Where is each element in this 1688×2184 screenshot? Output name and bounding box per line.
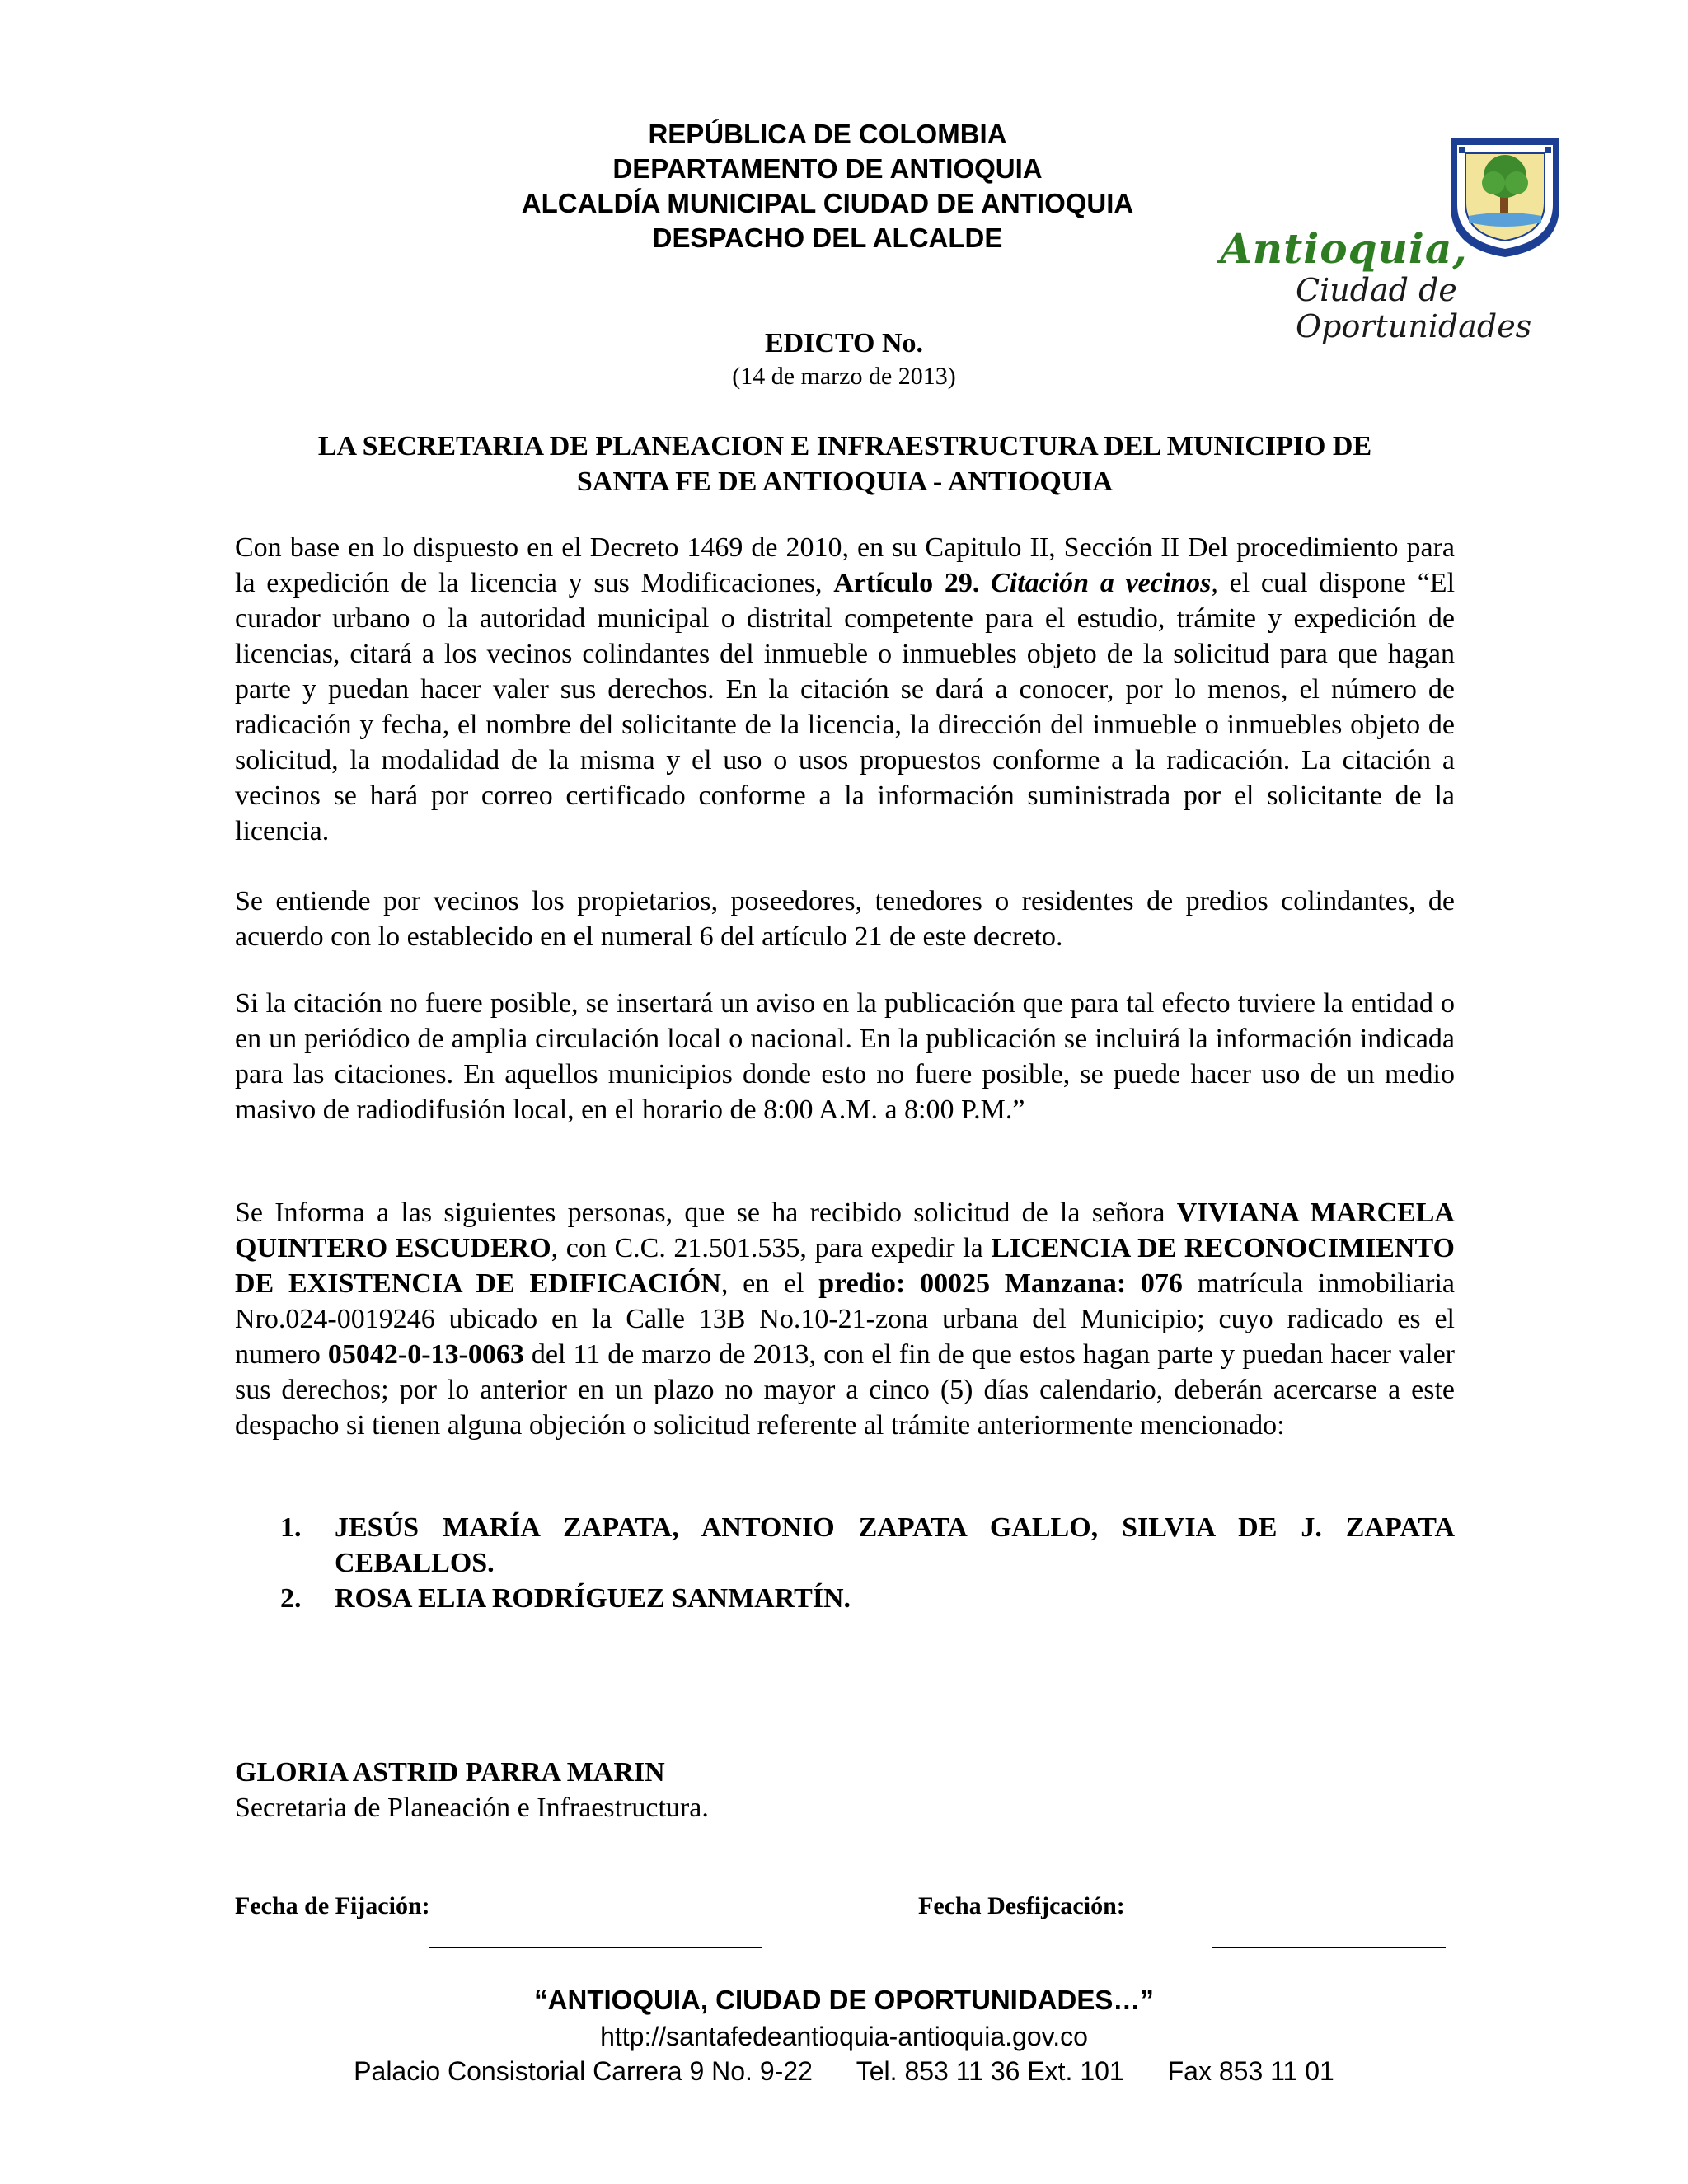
fixation-date-label: Fecha de Fijación: [235,1892,430,1919]
section-title-line1: LA SECRETARIA DE PLANEACION E INFRAESTRUCTURA DEL MUNICIPIO DE [317,431,1372,462]
signatory-role: Secretaria de Planeación e Infraestructura. [235,1793,709,1823]
p4-text-g: matrícula inmobiliaria Nro.024-0019246 ubicado en la Calle 13B No.10-21-zona urbana del Municipio; cuyo radicado es el numero [235,1268,1455,1370]
footer-contact [0,2056,1688,2087]
p1-text-f: el cual dispone “El curador urbano o la autoridad municipal o distrital competente para el estudio, trámite y expedición de licencias, citará a los vecinos colindantes del inmueble o inmuebles objeto de la solicitud para que hagan parte y puedan hacer valer sus derechos. En la citación se dará a conocer, por lo menos, el número de radicación y fecha, el nombre del solicitante de la licencia, la dirección del inmueble o inmuebles objeto de solicitud, la modalidad de la misma y el uso o usos propuestos conforme a la radicación. La citación a vecinos se hará por correo certificado conforme a la información suministrada por el solicitante de la licencia. [235,568,1456,846]
list-item-number: 1. [280,1512,302,1543]
list-item-text: ROSA ELIA RODRÍGUEZ SANMARTÍN. [335,1583,851,1614]
footer-phone: Tel. 853 11 36 Ext. 101 [856,2056,1124,2086]
section-title-line2: SANTA FE DE ANTIOQUIA - ANTIOQUIA [576,466,1114,497]
paragraph-request-info [235,1195,1455,1443]
footer-address: Palacio Consistorial Carrera 9 No. 9-22 [354,2056,813,2086]
p4-text-c: , con C.C. 21.501.535, para expedir la [551,1233,992,1263]
p4-applicant-name: VIVIANA MARCELA QUINTERO ESCUDERO [235,1197,1455,1263]
p1-space [979,568,991,598]
unfixation-date-line [1212,1947,1446,1948]
list-item [280,1510,1455,1581]
unfixation-date-label: Fecha Desfijcación: [918,1892,1125,1919]
list-item [280,1581,1455,1616]
p4-license-type: LICENCIA DE RECONOCIMIENTO DE EXISTENCIA DE EDIFICACIÓN [235,1233,1455,1299]
list-item-text: JESÚS MARÍA ZAPATA, ANTONIO ZAPATA GALLO, SILVIA DE J. ZAPATA CEBALLOS. [335,1512,1455,1578]
section-title [247,429,1442,499]
p1-article-ref: Artículo 29. [833,568,980,598]
header-municipality: ALCALDÍA MUNICIPAL CIUDAD DE ANTIOQUIA [521,188,1134,218]
footer-url: http://santafedeantioquia-antioquia.gov.co [600,2022,1088,2051]
footer-fax: Fax 853 11 01 [1167,2056,1334,2086]
persons-list [280,1510,1455,1616]
p1-comma: , [1211,568,1218,598]
header-country: REPÚBLICA DE COLOMBIA [648,119,1007,149]
logo-script-oportunidades: Ciudad de Oportunidades [1296,272,1532,344]
p4-text-e: , en el [720,1268,819,1299]
paragraph-legal-basis [235,530,1455,849]
p4-text-i: del 11 de marzo de 2013, con el fin de que estos hagan parte y puedan hacer valer sus derechos; por lo anterior en un plazo no mayor a cinco (5) días calendario, deberán acercarse a este despacho si tienen alguna objeción o solicitud referente al trámite anteriormente mencionado: [235,1339,1456,1441]
edict-date: (14 de marzo de 2013) [732,363,956,390]
edict-title: EDICTO No. [764,328,924,359]
p1-citation-title: Citación a vecinos [991,568,1212,598]
list-item-number: 2. [280,1583,302,1614]
logo-script-antioquia: Antioquia, [1220,224,1468,273]
p4-filing-number: 05042-0-13-0063 [327,1339,524,1370]
paragraph-neighbors-definition: Se entiende por vecinos los propietarios, poseedores, tenedores o residentes de predios colindantes, de acuerdo con lo establecido en el numeral 6 del artículo 21 de este decreto. [235,886,1455,952]
signatory-name: GLORIA ASTRID PARRA MARIN [235,1757,665,1788]
header-department: DEPARTAMENTO DE ANTIOQUIA [612,153,1043,184]
paragraph-publication-notice: Si la citación no fuere posible, se insertará un aviso en la publicación que para tal efecto tuviere la entidad o en un periódico de amplia circulación local o nacional. En la publicación se incluirá la información indicada para las citaciones. En aquellos municipios donde esto no fuere posible, se puede hacer uso de un medio masivo de radiodifusión local, en el horario de 8:00 A.M. a 8:00 P.M.” [235,988,1455,1125]
p4-property-id: predio: 00025 Manzana: 076 [818,1268,1183,1299]
header-office: DESPACHO DEL ALCALDE [652,223,1003,253]
p4-text-a: Se Informa a las siguientes personas, que se ha recibido solicitud de la señora [235,1197,1177,1228]
footer-slogan: “ANTIOQUIA, CIUDAD DE OPORTUNIDADES…” [534,1985,1154,2015]
fixation-date-line [429,1947,762,1948]
p1-text-a: Con base en lo dispuesto en el Decreto 1469 de 2010, en su Capitulo II, Sección II Del procedimiento para la expedición de la licencia y sus Modificaciones, [235,532,1455,598]
